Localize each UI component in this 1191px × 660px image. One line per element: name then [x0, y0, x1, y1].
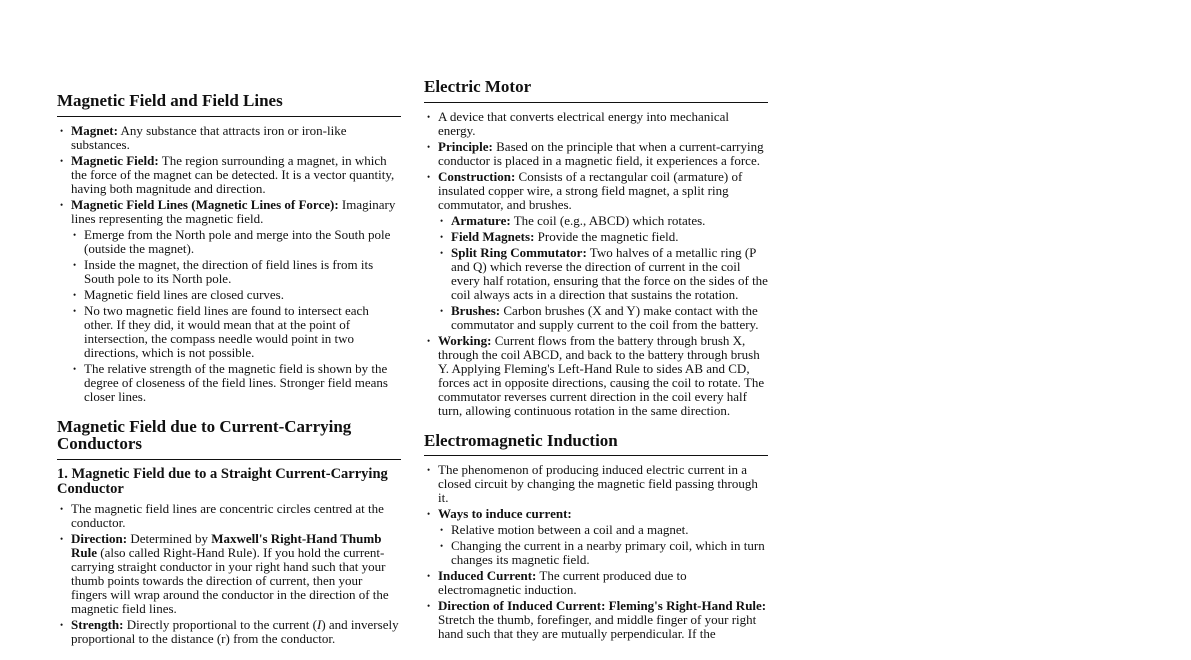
- list-item: • Magnetic Field: The region surrounding a magnet, in which the force of the magnet can be detected. It is a vector quantity, having both magnitude and direction.: [57, 154, 401, 196]
- bullet-list: [424, 463, 768, 641]
- list-item: • Induced Current: The current produced due to electromagnetic induction.: [424, 569, 768, 597]
- term: Magnetic Field Lines (Magnetic Lines of Force):: [71, 196, 339, 212]
- term: Direction of Induced Current: Fleming's Right-Hand Rule:: [438, 598, 767, 613]
- list-item: [424, 507, 768, 567]
- term: Field Magnets:: [451, 228, 535, 244]
- list-item: • Magnetic Field Lines (Magnetic Lines of Force): Imaginary lines representing the magnetic field. • Emerge from the North pole and merge into the South pole (outside the magnet). • Inside the magnet, the direction of field lines is from its South pole to its North pole. • Magnetic field lines are closed curves. • No two magnetic field lines are found to intersect each other. If they did, it would mean that at the point of intersection, the compass needle would point in two directions, which is not possible. • The relative strength of the magnetic field is shown by the degree of closeness of the field lines. Stronger field means closer lines.: [57, 198, 401, 404]
- term: Strength:: [71, 616, 124, 632]
- sub-list-item: • Inside the magnet, the direction of field lines is from its South pole to its North pole.: [70, 258, 401, 286]
- section-heading: Magnetic Field due to Current-Carrying Conductors: [57, 418, 401, 460]
- term: Magnet:: [71, 122, 118, 138]
- section-heading: Electromagnetic Induction: [424, 432, 768, 457]
- sub-list-item: • Split Ring Commutator: Two halves of a metallic ring (P and Q) which reverse the direction of current in the coil every half rotation, ensuring that the force on the sides of the coil always acts in a direction that sustains the rotation.: [437, 246, 768, 302]
- sub-list-item: • Relative motion between a coil and a magnet.: [437, 523, 768, 537]
- term: Brushes:: [451, 302, 501, 318]
- term: Armature:: [451, 212, 511, 228]
- list-item: • A device that converts electrical energy into mechanical energy.: [424, 110, 768, 138]
- term: Working:: [438, 332, 492, 348]
- subsection-heading: 1. Magnetic Field due to a Straight Current-Carrying Conductor: [57, 465, 388, 497]
- list-item: • The magnetic field lines are concentric circles centred at the conductor.: [57, 502, 401, 530]
- sub-bullet-list: [437, 523, 768, 567]
- section-current-carrying-conductors: [57, 418, 401, 646]
- bullet-list: [424, 110, 768, 418]
- term: Induced Current:: [438, 568, 537, 583]
- rule-name: Maxwell's Right-Hand Thumb Rule: [71, 530, 382, 560]
- section-heading: Magnetic Field and Field Lines: [57, 92, 401, 117]
- sub-list-item: • Emerge from the North pole and merge into the South pole (outside the magnet).: [70, 228, 401, 256]
- term: Principle:: [438, 138, 493, 154]
- left-column: [57, 92, 401, 660]
- section-electromagnetic-induction: [424, 432, 768, 642]
- term: Ways to induce current:: [438, 506, 572, 521]
- bullet-list: [57, 124, 401, 404]
- sub-bullet-list: [70, 228, 401, 404]
- term: Construction:: [438, 168, 516, 184]
- list-item: • Working: Current flows from the battery through brush X, through the coil ABCD, and back to the battery through brush Y. Applying Fleming's Left-Hand Rule to sides AB and CD, forces act in opposite directions, causing the coil to rotate. The commutator reverses current direction in the coil every half turn, allowing continuous rotation in the same direction.: [424, 334, 768, 418]
- sub-list-item: • Brushes: Carbon brushes (X and Y) make contact with the commutator and supply current to the coil from the battery.: [437, 304, 768, 332]
- section-magnetic-field-lines: [57, 92, 401, 404]
- sub-bullet-list: [437, 214, 768, 332]
- section-electric-motor: [424, 78, 768, 418]
- sub-list-item: • Field Magnets: Provide the magnetic field.: [437, 230, 768, 244]
- list-item: • Principle: Based on the principle that when a current-carrying conductor is placed in a magnetic field, it experiences a force.: [424, 140, 768, 168]
- sub-list-item: • The relative strength of the magnetic field is shown by the degree of closeness of the field lines. Stronger field means closer lines.: [70, 362, 401, 404]
- section-heading: Electric Motor: [424, 78, 768, 103]
- right-column: [424, 78, 768, 655]
- sub-list-item: • Magnetic field lines are closed curves.: [70, 288, 401, 302]
- term: Magnetic Field:: [71, 152, 159, 168]
- bullet-list: [57, 502, 401, 646]
- list-item: • Strength: Directly proportional to the current (I) and inversely proportional to the distance (r) from the conductor.: [57, 618, 401, 646]
- term: Direction:: [71, 530, 128, 546]
- sub-list-item: • No two magnetic field lines are found to intersect each other. If they did, it would mean that at the point of intersection, the compass needle would point in two directions, which is not possible.: [70, 304, 401, 360]
- term: Split Ring Commutator:: [451, 244, 587, 260]
- list-item: • Direction: Determined by Maxwell's Right-Hand Thumb Rule (also called Right-Hand Rule). If you hold the current-carrying straight conductor in your right hand such that your thumb points towards the direction of current, then your fingers will wrap around the conductor in the direction of the magnetic field lines.: [57, 532, 401, 616]
- sub-list-item: • Changing the current in a nearby primary coil, which in turn changes its magnetic field.: [437, 539, 768, 567]
- list-item: • The phenomenon of producing induced electric current in a closed circuit by changing the magnetic field passing through it.: [424, 463, 768, 505]
- variable-current: I: [316, 616, 322, 632]
- list-item: • Construction: Consists of a rectangular coil (armature) of insulated copper wire, a strong field magnet, a split ring commutator, and brushes. • Armature: The coil (e.g., ABCD) which rotates. • Field Magnets: Provide the magnetic field. • Split Ring Commutator: Two halves of a metallic ring (P and Q) which reverse the direction of current in the coil every half rotation, ensuring that the force on the sides of the coil always acts in a direction that sustains the rotation. • Brushes: Carbon brushes (X and Y) make contact with the commutator and supply current to the coil from the battery.: [424, 170, 768, 332]
- sub-list-item: • Armature: The coil (e.g., ABCD) which rotates.: [437, 214, 768, 228]
- list-item: • Magnet: Any substance that attracts iron or iron-like substances.: [57, 124, 401, 152]
- list-item: • Direction of Induced Current: Fleming's Right-Hand Rule: Stretch the thumb, forefinger, and middle finger of your right hand such that they are mutually perpendicular. If the: [424, 599, 768, 641]
